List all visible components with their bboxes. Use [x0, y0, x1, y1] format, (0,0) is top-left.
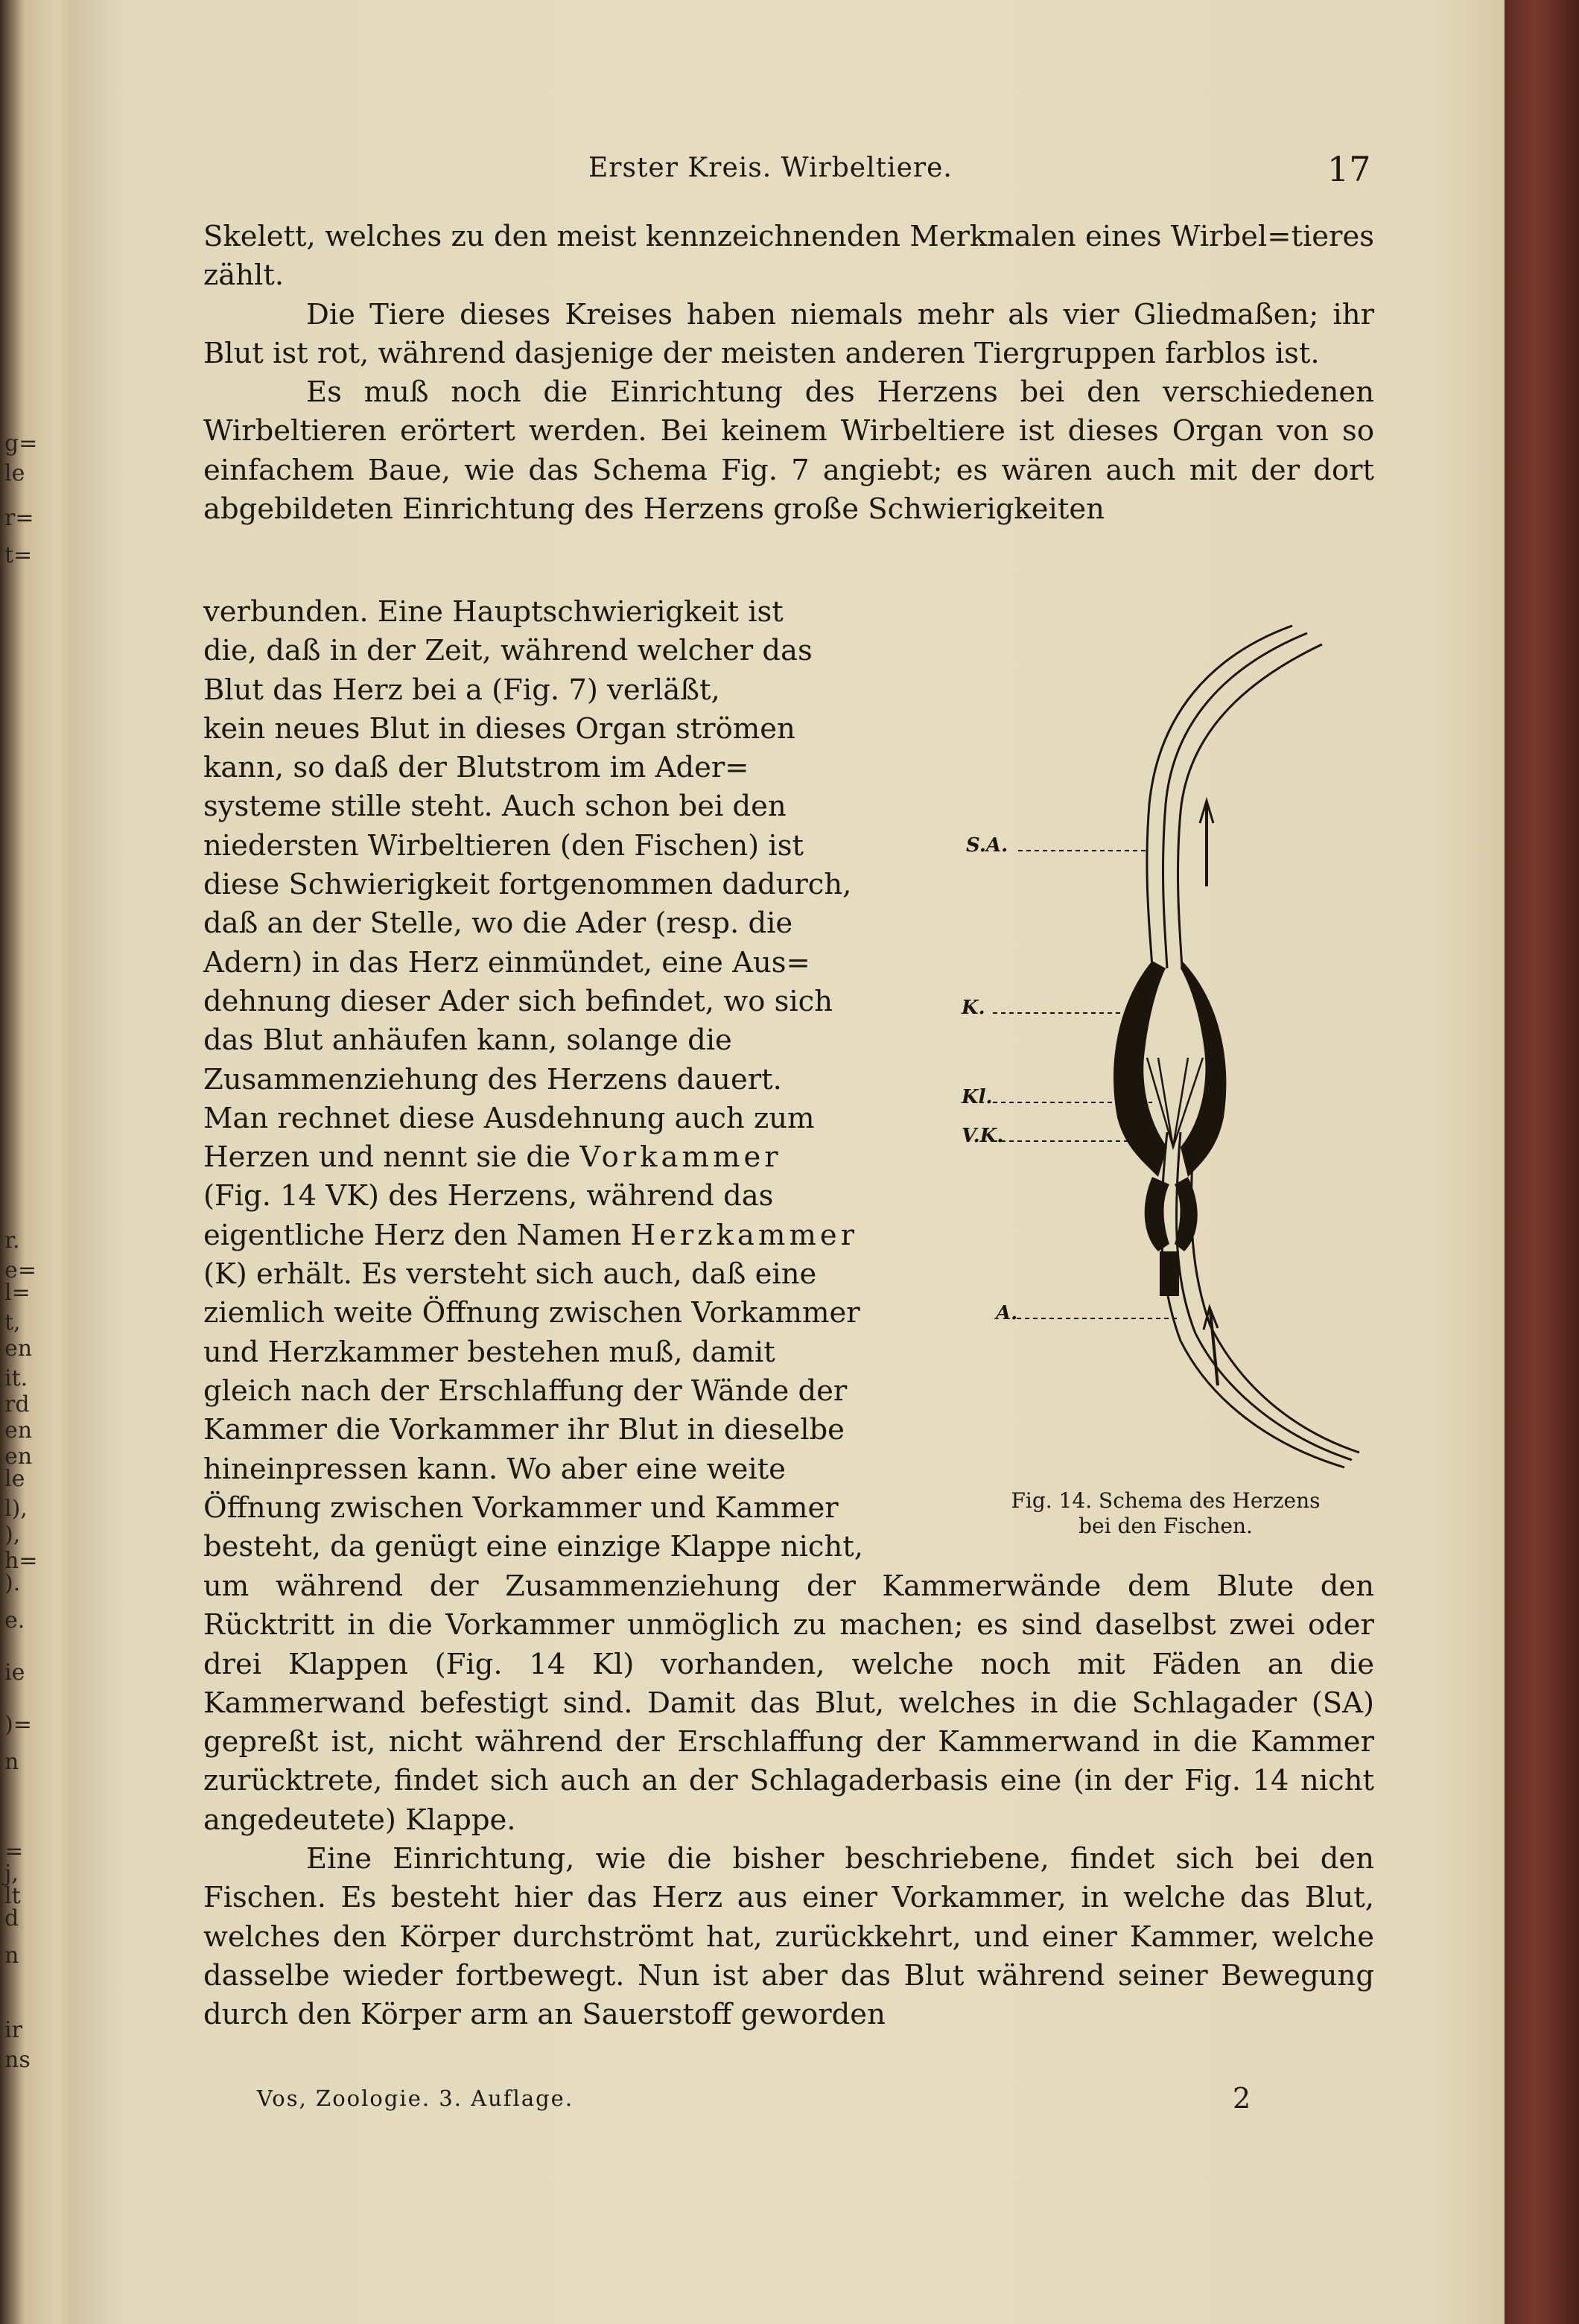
margin-fragment: =: [4, 1838, 24, 1864]
footer-signature-mark: 2: [1233, 2082, 1251, 2115]
margin-fragment: n: [4, 1943, 19, 1969]
margin-fragment: ie: [4, 1660, 25, 1686]
wrap-line: hineinpressen kann. Wo aber eine weite: [203, 1452, 786, 1486]
margin-fragment: le: [4, 460, 25, 486]
wrap-line: diese Schwierigkeit fortgenommen dadurch,: [203, 868, 852, 902]
margin-fragment: j,: [4, 1861, 19, 1887]
wrap-line-text: eigentliche Herz den Namen: [203, 1218, 622, 1252]
margin-fragment: lt: [4, 1883, 21, 1909]
wrap-line: (K) erhält. Es versteht sich auch, daß eine: [203, 1257, 817, 1292]
wrap-column: [203, 593, 918, 1566]
margin-fragment: ns: [4, 2047, 31, 2073]
wrap-line: systeme stille steht. Auch schon bei den: [203, 790, 787, 824]
wrap-line: (Fig. 14 VK) des Herzens, während das: [203, 1179, 774, 1213]
body-text-bottom: [203, 1567, 1374, 2035]
wrap-line: gleich nach der Erschlaffung der Wände der: [203, 1374, 848, 1408]
book-cover-edge: [1505, 0, 1579, 2324]
wrap-line: Blut das Herz bei a (Fig. 7) verläßt,: [203, 673, 720, 707]
wrap-line: kann, so daß der Blutstrom im Ader=: [203, 751, 749, 785]
margin-fragment: n: [4, 1749, 19, 1775]
margin-fragment: ),: [4, 1522, 21, 1548]
margin-fragment: t=: [4, 542, 33, 568]
wrap-line: Adern) in das Herz einmündet, eine Aus=: [203, 945, 810, 980]
margin-fragment: e=: [4, 1257, 36, 1283]
label-kl: Kl.: [962, 1086, 993, 1108]
margin-fragment: l=: [4, 1280, 31, 1306]
caption-line-2: bei den Fischen.: [1078, 1514, 1253, 1538]
paragraph-4: um während der Zusammenziehung der Kammerwände dem Blute den Rücktritt in die Vorkammer unmöglich zu machen; es sind daselbst zwei oder drei Klappen (Fig. 14 Kl) vorhanden, welche noch mit Fäden an die Kammerwand befestigt sind. Damit das Blut, welches in die Schlagader (SA) gepreßt ist, nicht während der Erschlaffung der Kammerwand in die Kammer zurücktrete, findet sich auch an der Schlagaderbasis eine (in der Fig. 14 nicht angedeutete) Klappe.: [203, 1569, 1374, 1837]
margin-fragment: ).: [4, 1570, 21, 1596]
margin-fragment: r.: [4, 1228, 20, 1254]
wrap-line: ziemlich weite Öffnung zwischen Vorkammer: [203, 1296, 860, 1330]
margin-fragment: rd: [4, 1391, 30, 1417]
margin-fragment: g=: [4, 431, 38, 457]
wrap-line: kein neues Blut in dieses Organ strömen: [203, 711, 795, 746]
margin-fragment: en: [4, 1336, 33, 1362]
margin-fragment: le: [4, 1466, 25, 1492]
wrap-line: die, daß in der Zeit, während welcher das: [203, 634, 813, 668]
margin-fragment: ir: [4, 2017, 22, 2043]
caption-line-1: Fig. 14. Schema des Herzens: [1011, 1488, 1321, 1513]
label-a: A.: [996, 1302, 1018, 1324]
paragraph-1: Skelett, welches zu den meist kennzeichnenden Merkmalen eines Wirbel=tieres zählt.: [203, 220, 1374, 293]
margin-fragment: h=: [4, 1548, 38, 1574]
footer-book-title: Vos, Zoologie. 3. Auflage.: [257, 2086, 574, 2111]
wrap-line: Zusammenziehung des Herzens dauert.: [203, 1062, 782, 1096]
label-vk: V.K.: [962, 1125, 1004, 1147]
paragraph-3: Es muß noch die Einrichtung des Herzens bei den verschiedenen Wirbeltieren erörtert werden. Bei keinem Wirbeltiere ist dieses Organ von so einfachem Baue, wie das Schema Fig. 7 angiebt; es wären auch mit der dort abgebildeten Einrichtung des Herzens große Schwierigkeiten: [203, 375, 1374, 527]
paragraph-5: Eine Einrichtung, wie die bisher beschriebene, findet sich bei den Fischen. Es besteht hier das Herz aus einer Vorkammer, in welche das Blut, welches den Körper durchströmt hat, zurückkehrt, und einer Kammer, welche dasselbe wieder fortbewegt. Nun ist aber das Blut während seiner Bewegung durch den Körper arm an Sauerstoff geworden: [203, 1842, 1374, 2032]
margin-fragment: )=: [4, 1712, 32, 1738]
wrap-line: [203, 1138, 918, 1177]
page-number: 17: [1327, 149, 1371, 189]
wrap-line: dehnung dieser Ader sich befindet, wo sich: [203, 984, 833, 1018]
label-sa: S.A.: [966, 834, 1008, 857]
wrap-line: Kammer die Vorkammer ihr Blut in dieselbe: [203, 1413, 845, 1447]
margin-fragment: it.: [4, 1365, 28, 1391]
wrap-line-text: Herzen und nennt sie die: [203, 1140, 571, 1175]
term-herzkammer: Herzkammer: [630, 1218, 859, 1252]
margin-fragment: l),: [4, 1496, 28, 1522]
margin-fragment: en: [4, 1417, 33, 1444]
wrap-line: verbunden. Eine Hauptschwierigkeit ist: [203, 595, 784, 629]
wrap-line: besteht, da genügt eine einzige Klappe nicht,: [203, 1530, 863, 1564]
label-k: K.: [962, 997, 985, 1019]
wrap-line: [203, 1216, 918, 1255]
margin-fragment: r=: [4, 505, 34, 531]
margin-fragment: t,: [4, 1309, 21, 1336]
wrap-line: und Herzkammer bestehen muß, damit: [203, 1335, 775, 1369]
wrap-line: Man rechnet diese Ausdehnung auch zum: [203, 1101, 815, 1135]
heart-schematic-drawing: [957, 611, 1374, 1549]
margin-fragment: en: [4, 1444, 33, 1470]
figure-caption: [957, 1488, 1374, 1539]
wrap-line: das Blut anhäufen kann, solange die: [203, 1023, 732, 1058]
wrap-line: Öffnung zwischen Vorkammer und Kammer: [203, 1490, 839, 1525]
term-vorkammer: Vorkammer: [579, 1140, 782, 1175]
wrap-line: daß an der Stelle, wo die Ader (resp. die: [203, 907, 793, 941]
running-header: Erster Kreis. Wirbeltiere.: [588, 153, 953, 183]
wrap-line: niedersten Wirbeltieren (den Fischen) ist: [203, 828, 804, 863]
paragraph-2: Die Tiere dieses Kreises haben niemals mehr als vier Gliedmaßen; ihr Blut ist rot, während dasjenige der meisten anderen Tiergruppen farblos ist.: [203, 297, 1374, 370]
margin-fragment: e.: [4, 1607, 25, 1634]
body-text-top: [203, 218, 1374, 529]
margin-fragment: d: [4, 1905, 19, 1931]
fish-heart-diagram: [957, 611, 1374, 1549]
